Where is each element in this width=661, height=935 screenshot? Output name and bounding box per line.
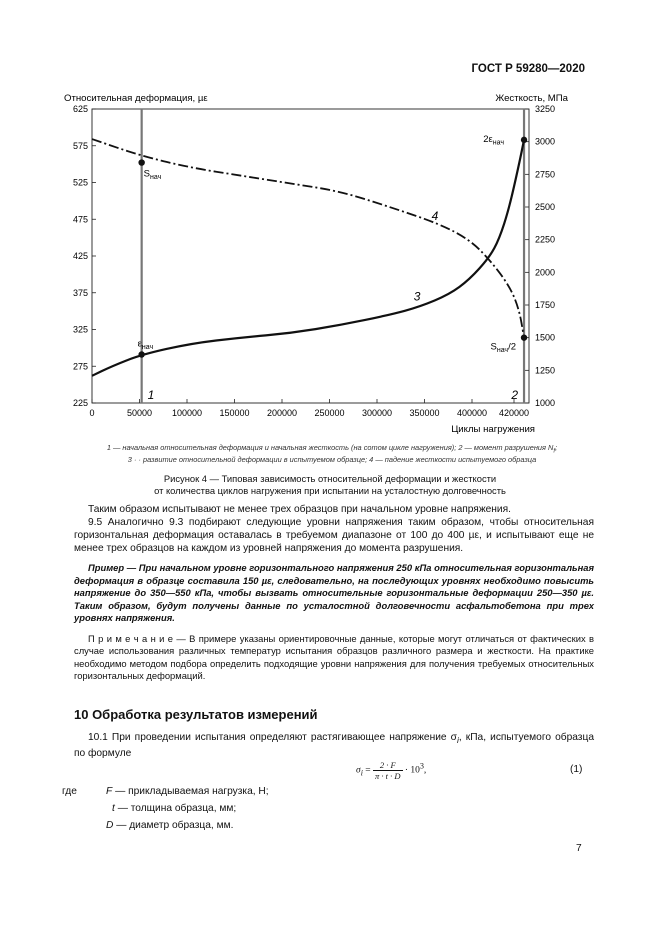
y-left-tick-label: 575 bbox=[72, 140, 88, 151]
point-annotation: $S_{нач}/2$ bbox=[490, 341, 517, 355]
formula-lhs: σ bbox=[356, 765, 361, 776]
where-word: где bbox=[62, 786, 77, 797]
y-left-tick-label: 275 bbox=[72, 361, 88, 372]
equation-number: (1) bbox=[570, 764, 583, 775]
formula-exponent: 3 bbox=[419, 761, 424, 771]
y-right-tick-label: 2000 bbox=[535, 267, 556, 278]
formula-1: $\sigma_i$ = $\frac{2 \cdot F}{\pi \cdot t \cdot D}$ · $10^3$, bbox=[356, 760, 427, 781]
vertical-marker-label: 1 bbox=[147, 388, 155, 402]
x-tick-label: 400000 bbox=[456, 408, 488, 418]
x-tick-label: 420000 bbox=[498, 408, 530, 418]
y-right-tick-label: 1750 bbox=[535, 300, 556, 310]
point-annotation: $2\varepsilon_{нач}$ bbox=[483, 133, 505, 147]
var-D-symbol: D bbox=[106, 820, 114, 831]
x-tick-label: 100000 bbox=[171, 408, 203, 418]
var-t-symbol: t bbox=[112, 803, 115, 814]
y-right-tick-label: 2250 bbox=[535, 234, 556, 245]
x-tick-label: 350000 bbox=[409, 408, 440, 418]
y-right-tick-label: 3000 bbox=[535, 136, 556, 147]
paragraph-9-5: 9.5 Аналогично 9.3 подбирают следующие уровни напряжения таким образом, чтобы относительная горизонтальная деформация оставалась в требуемом диапазоне от 100 до 400 µε, и испытывают еще не менее трех образцов на каждом из уровней напряжения до момента разрушения. bbox=[74, 517, 594, 554]
figure-caption-line-1: Рисунок 4 — Типовая зависимость относительной деформации и жесткости bbox=[163, 473, 497, 484]
series-4-label: 4 bbox=[431, 208, 439, 223]
y-left-tick-label: 425 bbox=[72, 251, 88, 261]
data-point bbox=[138, 159, 144, 165]
paragraph-10-1 bbox=[74, 731, 594, 760]
left-axis-label: Относительная деформация, µε bbox=[64, 93, 208, 104]
section-title: 10 Обработка результатов измерений bbox=[74, 707, 318, 722]
x-axis-label: Циклы нагружения bbox=[451, 424, 535, 435]
formula-lhs-sub: i bbox=[360, 768, 363, 778]
figure-caption-line-2: от количества циклов нагружения при испытании на усталостную долговечность bbox=[154, 485, 506, 496]
page-number: 7 bbox=[576, 843, 582, 854]
legend-line-1-b: ; bbox=[555, 443, 558, 452]
data-point bbox=[138, 351, 144, 357]
document-header: ГОСТ Р 59280—2020 bbox=[471, 63, 585, 75]
series-4-line bbox=[92, 139, 524, 338]
data-point bbox=[521, 137, 527, 143]
paragraph-10-1-a: 10.1 При проведении испытания определяют растягивающее напряжение σ bbox=[88, 732, 457, 743]
x-tick-label: 150000 bbox=[219, 408, 250, 418]
y-left-tick-label: 475 bbox=[72, 214, 88, 225]
y-right-tick-label: 1250 bbox=[535, 365, 556, 376]
y-right-tick-label: 1500 bbox=[535, 332, 556, 343]
y-right-tick-label: 1000 bbox=[535, 398, 556, 408]
x-tick-label: 250000 bbox=[314, 408, 345, 418]
y-right-tick-label: 2500 bbox=[535, 202, 556, 212]
y-left-tick-label: 375 bbox=[72, 287, 88, 298]
note-text: — В примере указаны ориентировочные данные, которые могут отличаться от фактических в случае использования различных температур испытания образцов различного размера и жесткости. На практике необходимо методом подбора определить подходящие уровни напряжения для получения требуемых относительных горизонтальных деформаций. bbox=[74, 633, 594, 682]
note-paragraph bbox=[74, 633, 594, 683]
point-annotation: $\varepsilon_{нач}$ bbox=[137, 338, 154, 351]
sigma-subscript: i bbox=[456, 735, 459, 746]
var-F bbox=[106, 786, 269, 797]
x-tick-label: 200000 bbox=[266, 408, 298, 418]
x-tick-label: 0 bbox=[89, 408, 95, 418]
right-axis-label: Жесткость, МПа bbox=[495, 93, 568, 104]
example-paragraph: Пример — При начальном уровне горизонтального напряжения 250 кПа относительная горизонтальная деформация в образце составила 150 µε, следовательно, на последующих уровнях необходимо повысить напряжение до 350—550 кПа, чтобы вызвать относительные горизонтальные деформации 250—350 µε. Таким образом, будут получены данные по усталостной долговечности асфальтобетона при трех уровнях напряжения. bbox=[74, 562, 594, 624]
var-D-desc: — диаметр образца, мм. bbox=[116, 820, 234, 831]
var-F-desc: — прикладываемая нагрузка, Н; bbox=[115, 786, 269, 797]
var-F-symbol: F bbox=[106, 786, 113, 797]
y-left-tick-label: 625 bbox=[72, 104, 88, 114]
legend-line-1-sub: f bbox=[553, 447, 556, 455]
formula-numerator: 2 · F bbox=[373, 760, 403, 771]
paragraph-1: Таким образом испытывают не менее трех образцов при начальном уровне напряжения. bbox=[88, 504, 511, 515]
var-t bbox=[112, 803, 236, 814]
formula-tail: · 10 bbox=[404, 765, 420, 776]
y-left-tick-label: 325 bbox=[72, 324, 88, 335]
data-point bbox=[521, 334, 527, 340]
paragraph-10-1-b: , кПа, испытуемого образца по формуле bbox=[74, 732, 594, 760]
y-left-tick-label: 225 bbox=[72, 398, 88, 408]
point-annotation: $S_{нач}$ bbox=[143, 168, 162, 182]
formula-denominator: π · t · D bbox=[375, 771, 401, 781]
vertical-marker-label: 2 bbox=[511, 388, 519, 402]
x-tick-label: 300000 bbox=[361, 408, 393, 418]
y-left-tick-label: 525 bbox=[72, 177, 88, 188]
note-label: П р и м е ч а н и е bbox=[88, 633, 173, 644]
var-D bbox=[106, 820, 233, 831]
y-right-tick-label: 3250 bbox=[535, 104, 556, 114]
plot-frame bbox=[92, 109, 529, 403]
legend-line-1-a: 1 — начальная относительная деформация и начальная жесткость (на сотом цикле нагружения); 2 — момент разрушения N bbox=[106, 443, 554, 452]
figure-legend-line-2: 3 · · развитие относительной деформации в испытуемом образце; 4 — падение жесткости испытуемого образца bbox=[127, 455, 537, 464]
x-tick-label: 50000 bbox=[126, 408, 153, 418]
formula-fraction bbox=[373, 760, 403, 781]
series-3-label: 3 bbox=[413, 289, 421, 304]
var-t-desc: — толщина образца, мм; bbox=[117, 803, 237, 814]
y-right-tick-label: 2750 bbox=[535, 169, 556, 180]
